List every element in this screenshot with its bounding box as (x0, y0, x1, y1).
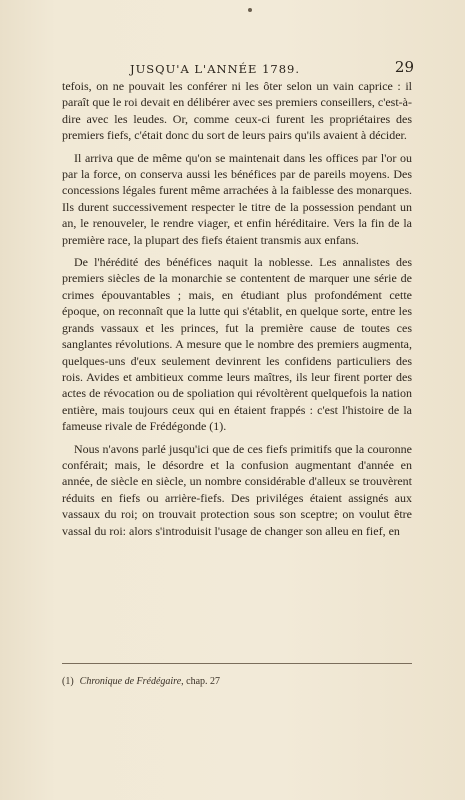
footnote-ref: (1) (62, 676, 74, 687)
ink-dot (248, 8, 252, 12)
paragraph-1: tefois, on ne pouvait les conférer ni les ôter selon un vain caprice : il paraît que le roi devait en délibérer avec ses premiers conseillers, c'est-à-dire avec les leudes. Or, comme ceux-ci furent les propriétaires des premiers fiefs, c'était donc du sort de leurs pairs qu'ils avaient à décider. (62, 79, 412, 143)
footnote-title: Chronique de Frédégaire (79, 676, 182, 687)
footnote-divider (62, 663, 412, 664)
footnote-detail: , chap. 27 (181, 676, 221, 687)
page-header (62, 58, 414, 78)
paragraph-4: Nous n'avons parlé jusqu'ici que de ces fiefs primitifs que la couronne conférait; mais, le désordre et la confusion augmentant d'année en année, de siècle en siècle, un nombre considérable d'alleux se trouvèrent réduits en fiefs ou arrière-fiefs. Des priviléges étaient assignés aux vassaux du roi; on trouvait protection sous son sceptre; on voulut être vassal du roi: alors s'introduisit l'usage de changer son alleu en fief, en (62, 441, 412, 538)
paragraph-3: De l'hérédité des bénéfices naquit la noblesse. Les annalistes des premiers siècles de la monarchie se contentent de marquer une série de crimes épouvantables ; mais, en étudiant plus profondément cette époque, on reconnaît que la lutte qui s'établit, en quelque sorte, entre les grands vassaux et les princes, fut la première cause de toutes ces sanglantes révolutions. A mesure que le nombre des premiers augmenta, quelques-uns d'eux seulement devinrent les confidens particuliers des rois. Avides et ambitieux comme leurs maîtres, ils leur firent porter des actes de révocation ou de spoliation qui révoltèrent quelquefois la nation entière, mais toujours ceux qui en étaient frappés : c'est l'histoire de la fameuse rivale de Frédégonde (1). (62, 255, 412, 434)
paragraph-2: Il arriva que de même qu'on se maintenait dans les offices par l'or ou par la force, on conserva aussi les bénéfices par de pareils moyens. Des concessions légales furent même arrachées à la faiblesse des monarques. Ils durent successivement respecter le titre de la possession pendant un an, le renouveler, le rendre viager, et enfin héréditaire. Vers la fin de la première race, la plupart des fiefs étaient transmis aux enfans. (62, 150, 412, 247)
page-number: 29 (394, 58, 414, 76)
body-text (62, 78, 412, 545)
footnote (62, 676, 412, 687)
running-title: JUSQU'A L'ANNÉE 1789. (130, 62, 301, 76)
